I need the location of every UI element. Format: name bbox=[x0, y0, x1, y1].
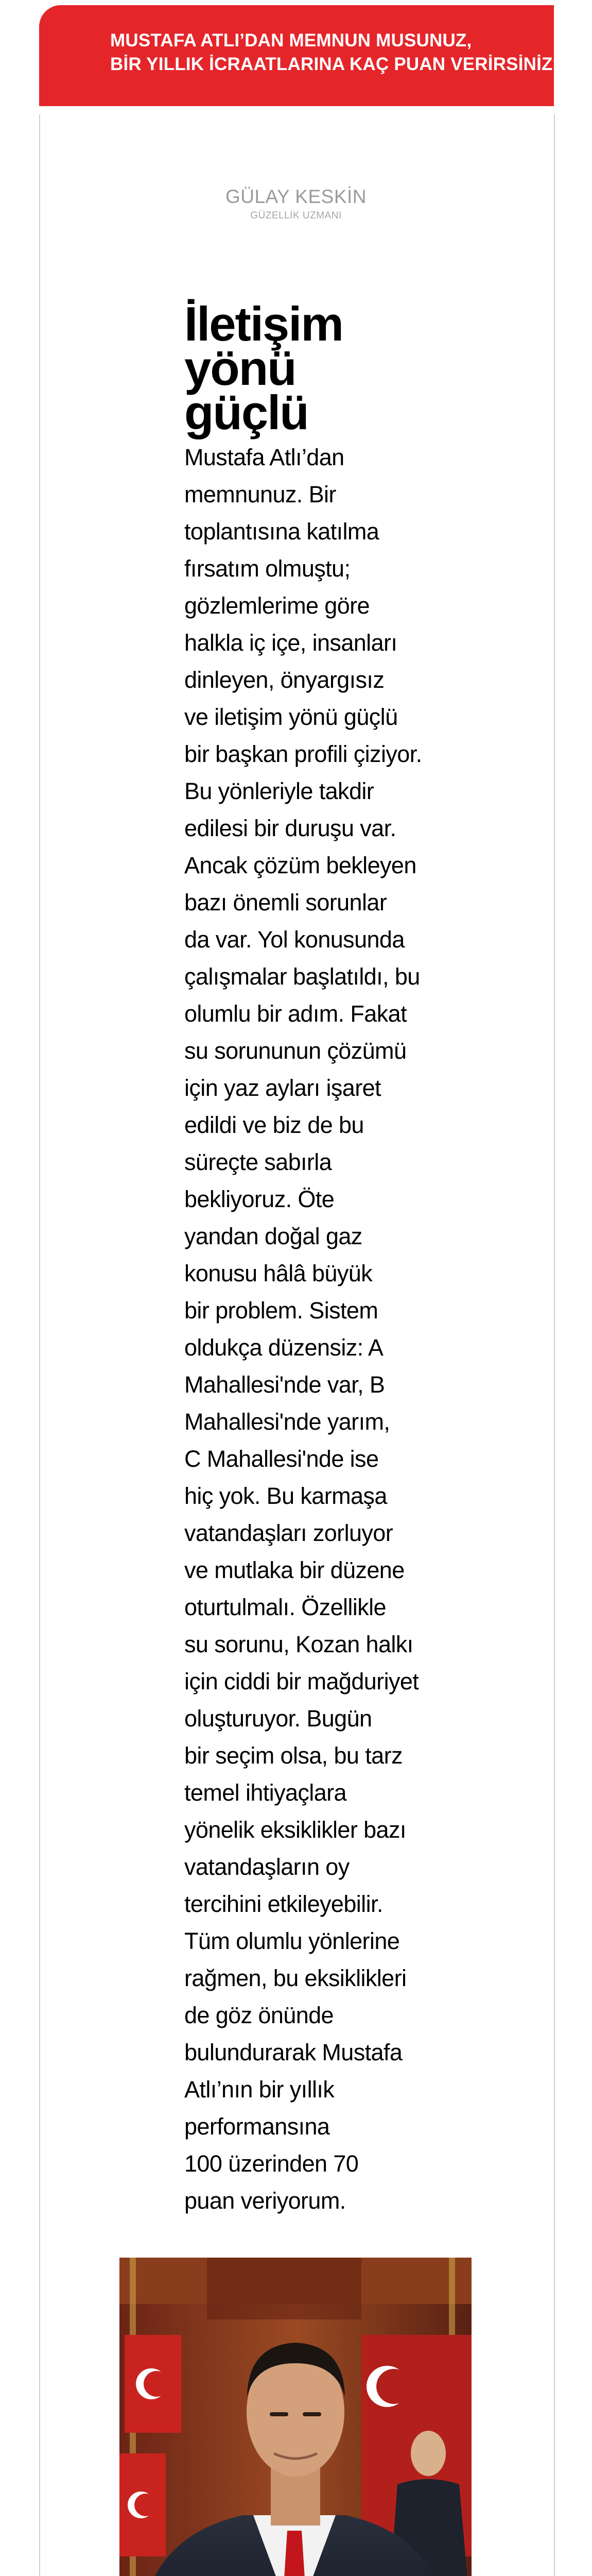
body-line: temel ihtiyaçlara bbox=[184, 1780, 346, 1806]
headline-line: güçlü bbox=[184, 385, 308, 439]
body-line: halkla iç içe, insanları bbox=[184, 630, 397, 656]
body-line: gözlemlerime göre bbox=[184, 592, 370, 619]
body-line: Tüm olumlu yönlerine bbox=[184, 1928, 400, 1954]
body-line: için ciddi bir mağduriyet bbox=[184, 1668, 419, 1694]
body-line: yandan doğal gaz bbox=[184, 1223, 362, 1249]
body-line: oluşturuyor. Bugün bbox=[184, 1705, 372, 1732]
body-line: da var. Yol konusunda bbox=[184, 926, 405, 953]
article bbox=[184, 297, 437, 2219]
body-line: su sorunu, Kozan halkı bbox=[184, 1631, 413, 1657]
body-line: Bu yönleriyle takdir bbox=[184, 778, 374, 804]
body-line: memnunuz. Bir bbox=[184, 481, 336, 507]
body-line: oturtulmalı. Özellikle bbox=[184, 1594, 386, 1620]
body-line: hiç yok. Bu karmaşa bbox=[184, 1483, 387, 1509]
article-headline bbox=[184, 297, 437, 439]
body-line: ve iletişim yönü güçlü bbox=[184, 704, 398, 730]
portrait-photo bbox=[119, 2258, 472, 2576]
body-line: edilesi bir duruşu var. bbox=[184, 815, 396, 841]
body-line: Mahallesi'nde var, B bbox=[184, 1371, 385, 1398]
body-line: edildi ve biz de bu bbox=[184, 1112, 364, 1138]
body-line: rağmen, bu eksiklikleri bbox=[184, 1965, 407, 1991]
right-border-rule bbox=[554, 114, 555, 2576]
body-line: Ancak çözüm bekleyen bbox=[184, 852, 416, 878]
headline-line: İletişim bbox=[184, 297, 343, 351]
article-body bbox=[184, 439, 437, 2219]
body-line: oldukça düzensiz: A bbox=[184, 1334, 384, 1361]
body-line: de göz önünde bbox=[184, 2002, 334, 2028]
body-line: vatandaşları zorluyor bbox=[184, 1520, 393, 1546]
body-line: süreçte sabırla bbox=[184, 1149, 332, 1175]
banner-line-2: BİR YILLIK İCRAATLARINA KAÇ PUAN VERİRSİNİZ? bbox=[110, 54, 564, 74]
body-line: performansına bbox=[184, 2113, 330, 2140]
body-line: çalışmalar başlatıldı, bu bbox=[184, 963, 420, 990]
body-line: su sorununun çözümü bbox=[184, 1038, 407, 1064]
body-line: konusu hâlâ büyük bbox=[184, 1260, 373, 1286]
headline-line: yönü bbox=[184, 341, 296, 395]
body-line: Mahallesi'nde yarım, bbox=[184, 1409, 390, 1435]
body-line: tercihini etkileyebilir. bbox=[184, 1891, 383, 1917]
body-line: yönelik eksiklikler bazı bbox=[184, 1817, 406, 1843]
author-role: GÜZELLİK UZMANI bbox=[250, 210, 342, 221]
body-line: bir seçim olsa, bu tarz bbox=[184, 1742, 403, 1769]
left-border-rule bbox=[39, 114, 40, 2576]
body-line: olumlu bir adım. Fakat bbox=[184, 1001, 407, 1027]
body-line: bir problem. Sistem bbox=[184, 1297, 378, 1324]
banner-line-1: MUSTAFA ATLI’DAN MEMNUN MUSUNUZ, bbox=[110, 30, 472, 50]
body-line: vatandaşların oy bbox=[184, 1854, 350, 1880]
body-line: bekliyoruz. Öte bbox=[184, 1186, 335, 1212]
body-line: bir başkan profili çiziyor. bbox=[184, 741, 422, 767]
body-line: ve mutlaka bir düzene bbox=[184, 1557, 405, 1583]
body-line: toplantısına katılma bbox=[184, 518, 379, 545]
body-line: 100 üzerinden 70 bbox=[184, 2150, 359, 2177]
body-line: C Mahallesi'nde ise bbox=[184, 1446, 379, 1472]
question-banner bbox=[39, 5, 564, 106]
body-line: bulundurarak Mustafa bbox=[184, 2039, 403, 2065]
body-line: Atlı’nın bir yıllık bbox=[184, 2076, 335, 2103]
author-name: GÜLAY KESKİN bbox=[225, 186, 367, 207]
body-line: puan veriyorum. bbox=[184, 2188, 346, 2214]
body-line: bazı önemli sorunlar bbox=[184, 889, 387, 916]
body-line: Mustafa Atlı’dan bbox=[184, 444, 344, 470]
author-block bbox=[0, 185, 592, 222]
body-line: fırsatım olmuştu; bbox=[184, 555, 351, 582]
body-line: için yaz ayları işaret bbox=[184, 1075, 381, 1101]
body-line: dinleyen, önyargısız bbox=[184, 667, 385, 693]
